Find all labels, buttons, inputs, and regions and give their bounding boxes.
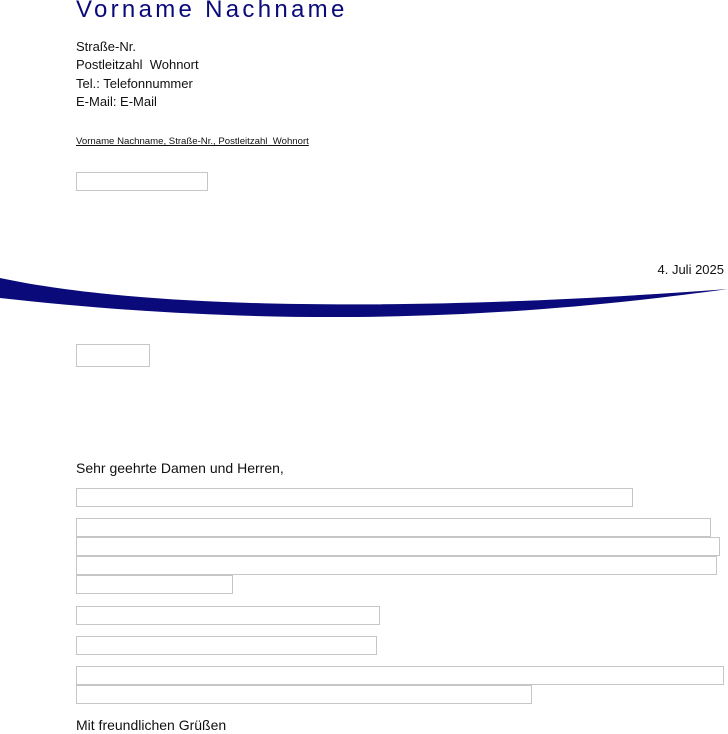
body-field-3[interactable] <box>76 537 720 556</box>
email-line: E-Mail: E-Mail <box>76 93 157 109</box>
street-line: Straße-Nr. <box>76 39 136 54</box>
sender-address <box>76 38 199 111</box>
letter-date: 4. Juli 2025 <box>657 262 724 277</box>
body-field-1[interactable] <box>76 488 633 507</box>
closing-phrase: Mit freundlichen Grüßen <box>76 717 227 733</box>
phone-line: Tel.: Telefonnummer <box>76 75 193 91</box>
body-field-9[interactable] <box>76 685 532 704</box>
return-address-line: Vorname Nachname, Straße-Nr., Postleitzahl Wohnort <box>76 136 309 147</box>
body-field-4[interactable] <box>76 556 717 575</box>
sender-name: Vorname Nachname <box>76 0 348 23</box>
body-field-5[interactable] <box>76 575 233 594</box>
body-field-2[interactable] <box>76 518 711 537</box>
decorative-swoosh <box>0 270 728 334</box>
body-field-6[interactable] <box>76 606 380 625</box>
recipient-address-field[interactable] <box>76 172 208 191</box>
postal-city-line: Postleitzahl Wohnort <box>76 57 199 73</box>
swoosh-shape <box>0 278 728 317</box>
subject-field[interactable] <box>76 344 150 367</box>
body-field-7[interactable] <box>76 636 377 655</box>
salutation: Sehr geehrte Damen und Herren, <box>76 460 284 476</box>
body-field-8[interactable] <box>76 666 724 685</box>
